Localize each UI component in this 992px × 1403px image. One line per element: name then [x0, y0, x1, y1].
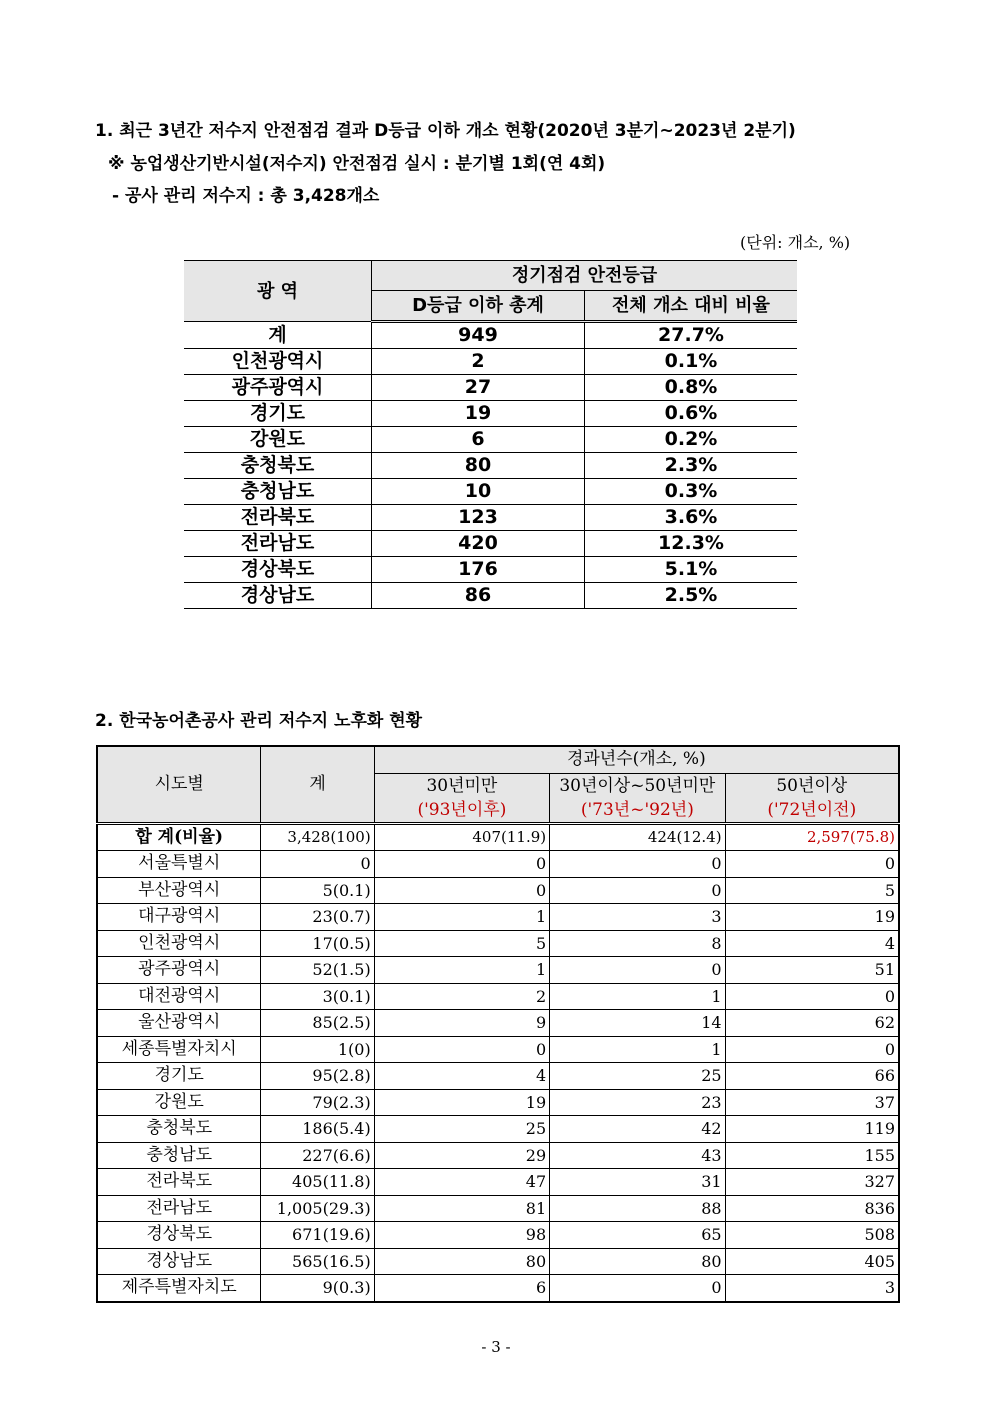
total-cell: 79(2.3)	[261, 1089, 374, 1116]
total-cell: 1(0)	[261, 1036, 374, 1063]
region-cell: 인천광역시	[184, 349, 372, 375]
table-row	[184, 322, 797, 349]
region-cell: 대구광역시	[97, 904, 261, 931]
region-cell: 경상북도	[184, 557, 372, 583]
total-row-under-30: 407(11.9)	[374, 823, 549, 851]
total-row-over-50: 2,597(75.8)	[725, 823, 899, 851]
under-30-cell: 4	[374, 1063, 549, 1090]
region-cell: 계	[184, 322, 372, 349]
total-cell: 1,005(29.3)	[261, 1195, 374, 1222]
table-row	[97, 957, 899, 984]
region-cell: 인천광역시	[97, 930, 261, 957]
count-cell: 420	[372, 531, 585, 557]
over-50-cell: 119	[725, 1116, 899, 1143]
region-cell: 광주광역시	[97, 957, 261, 984]
header-region: 광 역	[184, 261, 372, 322]
under-30-cell: 25	[374, 1116, 549, 1143]
under-30-cell: 6	[374, 1275, 549, 1302]
region-cell: 강원도	[184, 427, 372, 453]
over-50-cell: 51	[725, 957, 899, 984]
count-cell: 123	[372, 505, 585, 531]
table-row	[97, 1222, 899, 1249]
table-row	[184, 401, 797, 427]
ratio-cell: 12.3%	[585, 531, 798, 557]
total-cell: 95(2.8)	[261, 1063, 374, 1090]
header-over-50	[725, 773, 899, 823]
total-cell: 671(19.6)	[261, 1222, 374, 1249]
30-to-50-cell: 80	[550, 1248, 725, 1275]
count-cell: 2	[372, 349, 585, 375]
under-30-cell: 0	[374, 877, 549, 904]
header-over-50-sub: ('72년이전)	[767, 799, 857, 820]
table-row	[97, 1036, 899, 1063]
30-to-50-cell: 3	[550, 904, 725, 931]
30-to-50-cell: 31	[550, 1169, 725, 1196]
ratio-cell: 0.3%	[585, 479, 798, 505]
table-row	[97, 1063, 899, 1090]
over-50-cell: 3	[725, 1275, 899, 1302]
total-cell: 23(0.7)	[261, 904, 374, 931]
count-cell: 19	[372, 401, 585, 427]
table-row	[97, 904, 899, 931]
over-50-cell: 5	[725, 877, 899, 904]
region-cell: 강원도	[97, 1089, 261, 1116]
over-50-cell: 155	[725, 1142, 899, 1169]
header-over-50-label: 50년이상	[776, 775, 848, 796]
30-to-50-cell: 43	[550, 1142, 725, 1169]
30-to-50-cell: 65	[550, 1222, 725, 1249]
count-cell: 6	[372, 427, 585, 453]
over-50-cell: 405	[725, 1248, 899, 1275]
30-to-50-cell: 42	[550, 1116, 725, 1143]
30-to-50-cell: 88	[550, 1195, 725, 1222]
section1-note: ※ 농업생산기반시설(저수지) 안전점검 실시 : 분기별 1회(연 4회)	[108, 154, 606, 174]
region-cell: 세종특별자치시	[97, 1036, 261, 1063]
count-cell: 949	[372, 322, 585, 349]
30-to-50-cell: 0	[550, 1275, 725, 1302]
section2-title: 2. 한국농어촌공사 관리 저수지 노후화 현황	[95, 711, 423, 731]
region-cell: 제주특별자치도	[97, 1275, 261, 1302]
ratio-cell: 3.6%	[585, 505, 798, 531]
table-row	[97, 877, 899, 904]
region-cell: 전라북도	[184, 505, 372, 531]
region-cell: 충청북도	[97, 1116, 261, 1143]
header-under-30	[374, 773, 549, 823]
under-30-cell: 81	[374, 1195, 549, 1222]
under-30-cell: 29	[374, 1142, 549, 1169]
count-cell: 10	[372, 479, 585, 505]
total-cell: 405(11.8)	[261, 1169, 374, 1196]
30-to-50-cell: 1	[550, 983, 725, 1010]
count-cell: 176	[372, 557, 585, 583]
table-row	[184, 453, 797, 479]
table-row	[97, 1169, 899, 1196]
ratio-cell: 27.7%	[585, 322, 798, 349]
table-row	[184, 583, 797, 609]
under-30-cell: 80	[374, 1248, 549, 1275]
region-cell: 경상북도	[97, 1222, 261, 1249]
count-cell: 80	[372, 453, 585, 479]
over-50-cell: 0	[725, 851, 899, 878]
total-cell: 5(0.1)	[261, 877, 374, 904]
under-30-cell: 0	[374, 1036, 549, 1063]
under-30-cell: 1	[374, 957, 549, 984]
page-number: - 3 -	[481, 1338, 511, 1356]
region-cell: 전라남도	[184, 531, 372, 557]
region-cell: 경상남도	[184, 583, 372, 609]
30-to-50-cell: 23	[550, 1089, 725, 1116]
30-to-50-cell: 0	[550, 851, 725, 878]
ratio-cell: 2.3%	[585, 453, 798, 479]
total-row-label: 합 계(비율)	[97, 823, 261, 851]
total-row-total: 3,428(100)	[261, 823, 374, 851]
ratio-cell: 0.1%	[585, 349, 798, 375]
over-50-cell: 0	[725, 1036, 899, 1063]
table-row	[184, 375, 797, 401]
30-to-50-cell: 0	[550, 957, 725, 984]
table-row	[97, 1195, 899, 1222]
total-cell: 0	[261, 851, 374, 878]
total-cell: 186(5.4)	[261, 1116, 374, 1143]
region-cell: 충청남도	[97, 1142, 261, 1169]
total-cell: 3(0.1)	[261, 983, 374, 1010]
table-row	[184, 557, 797, 583]
header-30-to-50	[550, 773, 725, 823]
table-row	[97, 1010, 899, 1037]
total-row	[97, 823, 899, 851]
d-grade-table	[184, 260, 797, 609]
header-d-grade-total: D등급 이하 총계	[372, 291, 585, 322]
table-row	[97, 1142, 899, 1169]
header-ratio: 전체 개소 대비 비율	[585, 291, 798, 322]
region-cell: 광주광역시	[184, 375, 372, 401]
under-30-cell: 2	[374, 983, 549, 1010]
aging-table	[96, 745, 900, 1303]
total-cell: 52(1.5)	[261, 957, 374, 984]
30-to-50-cell: 14	[550, 1010, 725, 1037]
region-cell: 전라북도	[97, 1169, 261, 1196]
over-50-cell: 19	[725, 904, 899, 931]
over-50-cell: 327	[725, 1169, 899, 1196]
over-50-cell: 508	[725, 1222, 899, 1249]
table-row	[97, 1116, 899, 1143]
region-cell: 충청북도	[184, 453, 372, 479]
ratio-cell: 0.2%	[585, 427, 798, 453]
table-row	[97, 1275, 899, 1302]
under-30-cell: 0	[374, 851, 549, 878]
under-30-cell: 47	[374, 1169, 549, 1196]
region-cell: 서울특별시	[97, 851, 261, 878]
header-region: 시도별	[97, 746, 261, 823]
30-to-50-cell: 0	[550, 877, 725, 904]
under-30-cell: 5	[374, 930, 549, 957]
over-50-cell: 66	[725, 1063, 899, 1090]
unit-label: (단위: 개소, %)	[740, 233, 851, 252]
table-row	[97, 983, 899, 1010]
header-30-to-50-sub: ('73년~'92년)	[580, 799, 694, 820]
total-cell: 85(2.5)	[261, 1010, 374, 1037]
over-50-cell: 37	[725, 1089, 899, 1116]
30-to-50-cell: 1	[550, 1036, 725, 1063]
table-row	[97, 1248, 899, 1275]
ratio-cell: 0.8%	[585, 375, 798, 401]
total-cell: 565(16.5)	[261, 1248, 374, 1275]
header-under-30-sub: ('93년이후)	[417, 799, 507, 820]
region-cell: 경기도	[97, 1063, 261, 1090]
header-30-to-50-label: 30년이상~50년미만	[559, 775, 716, 796]
header-under-30-label: 30년미만	[426, 775, 498, 796]
header-inspection-grade: 정기점검 안전등급	[372, 261, 798, 291]
d-grade-table-body	[184, 322, 797, 609]
under-30-cell: 19	[374, 1089, 549, 1116]
ratio-cell: 0.6%	[585, 401, 798, 427]
table-row	[184, 531, 797, 557]
over-50-cell: 62	[725, 1010, 899, 1037]
table-row	[184, 479, 797, 505]
count-cell: 86	[372, 583, 585, 609]
aging-table-body	[97, 823, 899, 1302]
table-row	[184, 505, 797, 531]
under-30-cell: 1	[374, 904, 549, 931]
under-30-cell: 98	[374, 1222, 549, 1249]
header-total: 계	[261, 746, 374, 823]
section1-title: 1. 최근 3년간 저수지 안전점검 결과 D등급 이하 개소 현황(2020년 3분기~2023년 2분기)	[95, 121, 796, 141]
ratio-cell: 2.5%	[585, 583, 798, 609]
count-cell: 27	[372, 375, 585, 401]
header-elapsed-years: 경과년수(개소, %)	[374, 746, 899, 773]
region-cell: 대전광역시	[97, 983, 261, 1010]
table-row	[184, 349, 797, 375]
section1-subnote: - 공사 관리 저수지 : 총 3,428개소	[112, 186, 380, 206]
region-cell: 울산광역시	[97, 1010, 261, 1037]
region-cell: 경상남도	[97, 1248, 261, 1275]
total-cell: 9(0.3)	[261, 1275, 374, 1302]
region-cell: 부산광역시	[97, 877, 261, 904]
total-cell: 17(0.5)	[261, 930, 374, 957]
table-row	[97, 851, 899, 878]
region-cell: 충청남도	[184, 479, 372, 505]
under-30-cell: 9	[374, 1010, 549, 1037]
over-50-cell: 4	[725, 930, 899, 957]
table-row	[97, 930, 899, 957]
total-row-30-to-50: 424(12.4)	[550, 823, 725, 851]
over-50-cell: 0	[725, 983, 899, 1010]
table-row	[184, 427, 797, 453]
30-to-50-cell: 25	[550, 1063, 725, 1090]
region-cell: 전라남도	[97, 1195, 261, 1222]
region-cell: 경기도	[184, 401, 372, 427]
30-to-50-cell: 8	[550, 930, 725, 957]
total-cell: 227(6.6)	[261, 1142, 374, 1169]
table-row	[97, 1089, 899, 1116]
over-50-cell: 836	[725, 1195, 899, 1222]
ratio-cell: 5.1%	[585, 557, 798, 583]
